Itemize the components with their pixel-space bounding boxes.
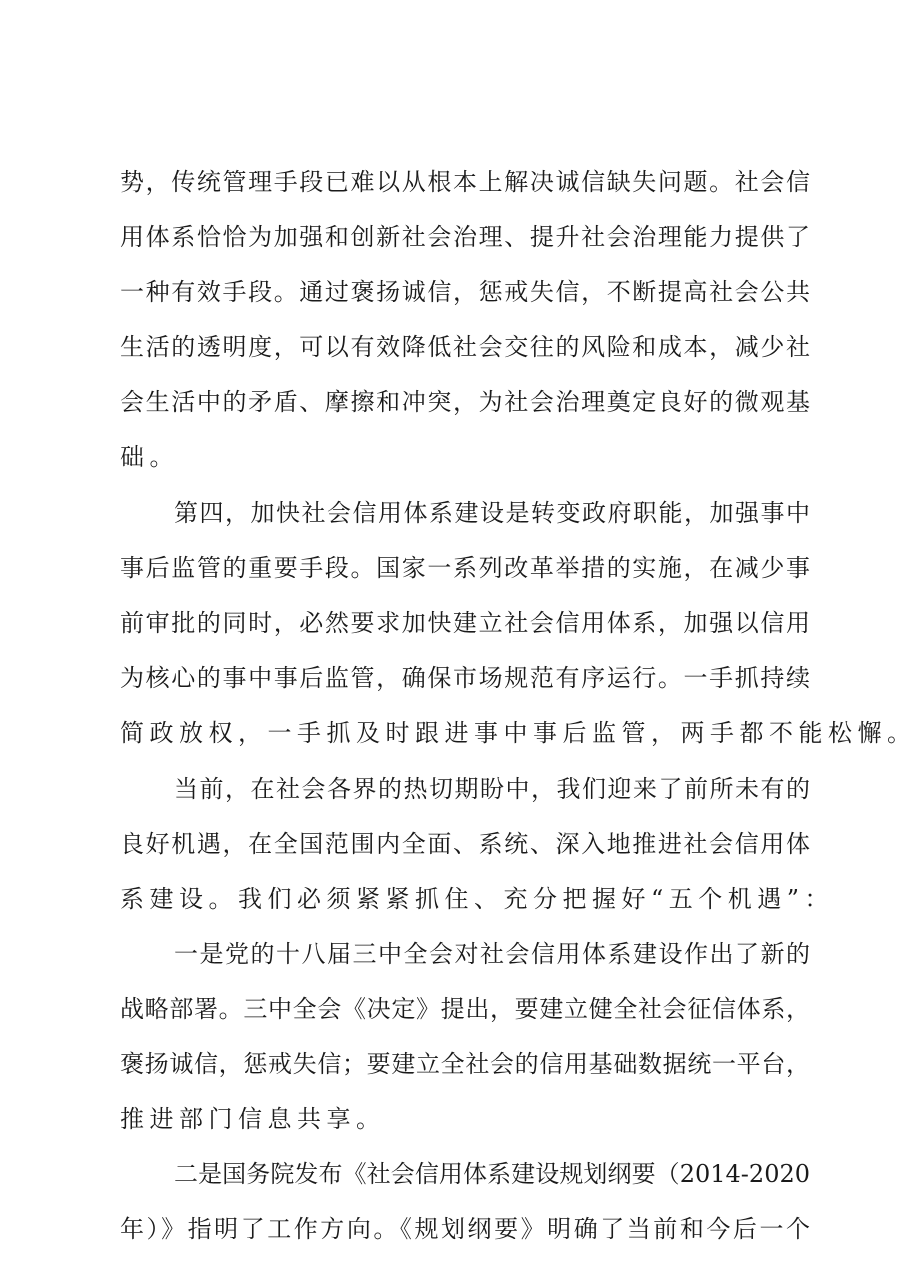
paragraph-line: 推进部门信息共享。 [120, 1105, 386, 1133]
paragraph-line: 础。 [120, 443, 179, 471]
paragraph-line: 事后监管的重要手段。国家一系列改革举措的实施，在减少事 [120, 554, 810, 582]
paragraph-line: 生活的透明度，可以有效降低社会交往的风险和成本，减少社 [120, 333, 810, 361]
paragraph-line: 前审批的同时，必然要求加快建立社会信用体系，加强以信用 [120, 609, 810, 637]
paragraph-line: 系建设。我们必须紧紧抓住、充分把握好“五个机遇”： [120, 885, 835, 913]
paragraph-line: 战略部署。三中全会《决定》提出，要建立健全社会征信体系， [120, 995, 810, 1023]
paragraph-line: 一种有效手段。通过褒扬诚信，惩戒失信，不断提高社会公共 [120, 278, 810, 306]
paragraph-line: 用体系恰恰为加强和创新社会治理、提升社会治理能力提供了 [120, 223, 810, 251]
paragraph-line: 第四，加快社会信用体系建设是转变政府职能，加强事中 [174, 499, 810, 527]
paragraph-line: 良好机遇，在全国范围内全面、系统、深入地推进社会信用体 [120, 830, 810, 858]
paragraph-line: 年）》指明了工作方向。《规划纲要》明确了当前和今后一个 [120, 1215, 810, 1243]
paragraph-line: 会生活中的矛盾、摩擦和冲突，为社会治理奠定良好的微观基 [120, 388, 810, 416]
paragraph-line: 为核心的事中事后监管，确保市场规范有序运行。一手抓持续 [120, 664, 810, 692]
paragraph-line: 当前，在社会各界的热切期盼中，我们迎来了前所未有的 [174, 775, 810, 803]
paragraph-line: 一是党的十八届三中全会对社会信用体系建设作出了新的 [174, 940, 810, 968]
paragraph-line: 势，传统管理手段已难以从根本上解决诚信缺失问题。社会信 [120, 168, 810, 196]
paragraph-line: 二是国务院发布《社会信用体系建设规划纲要（2014-2020 [174, 1160, 810, 1188]
paragraph-line: 简政放权，一手抓及时跟进事中事后监管，两手都不能松懈。 [120, 719, 917, 747]
paragraph-line: 褒扬诚信，惩戒失信；要建立全社会的信用基础数据统一平台， [120, 1050, 810, 1078]
